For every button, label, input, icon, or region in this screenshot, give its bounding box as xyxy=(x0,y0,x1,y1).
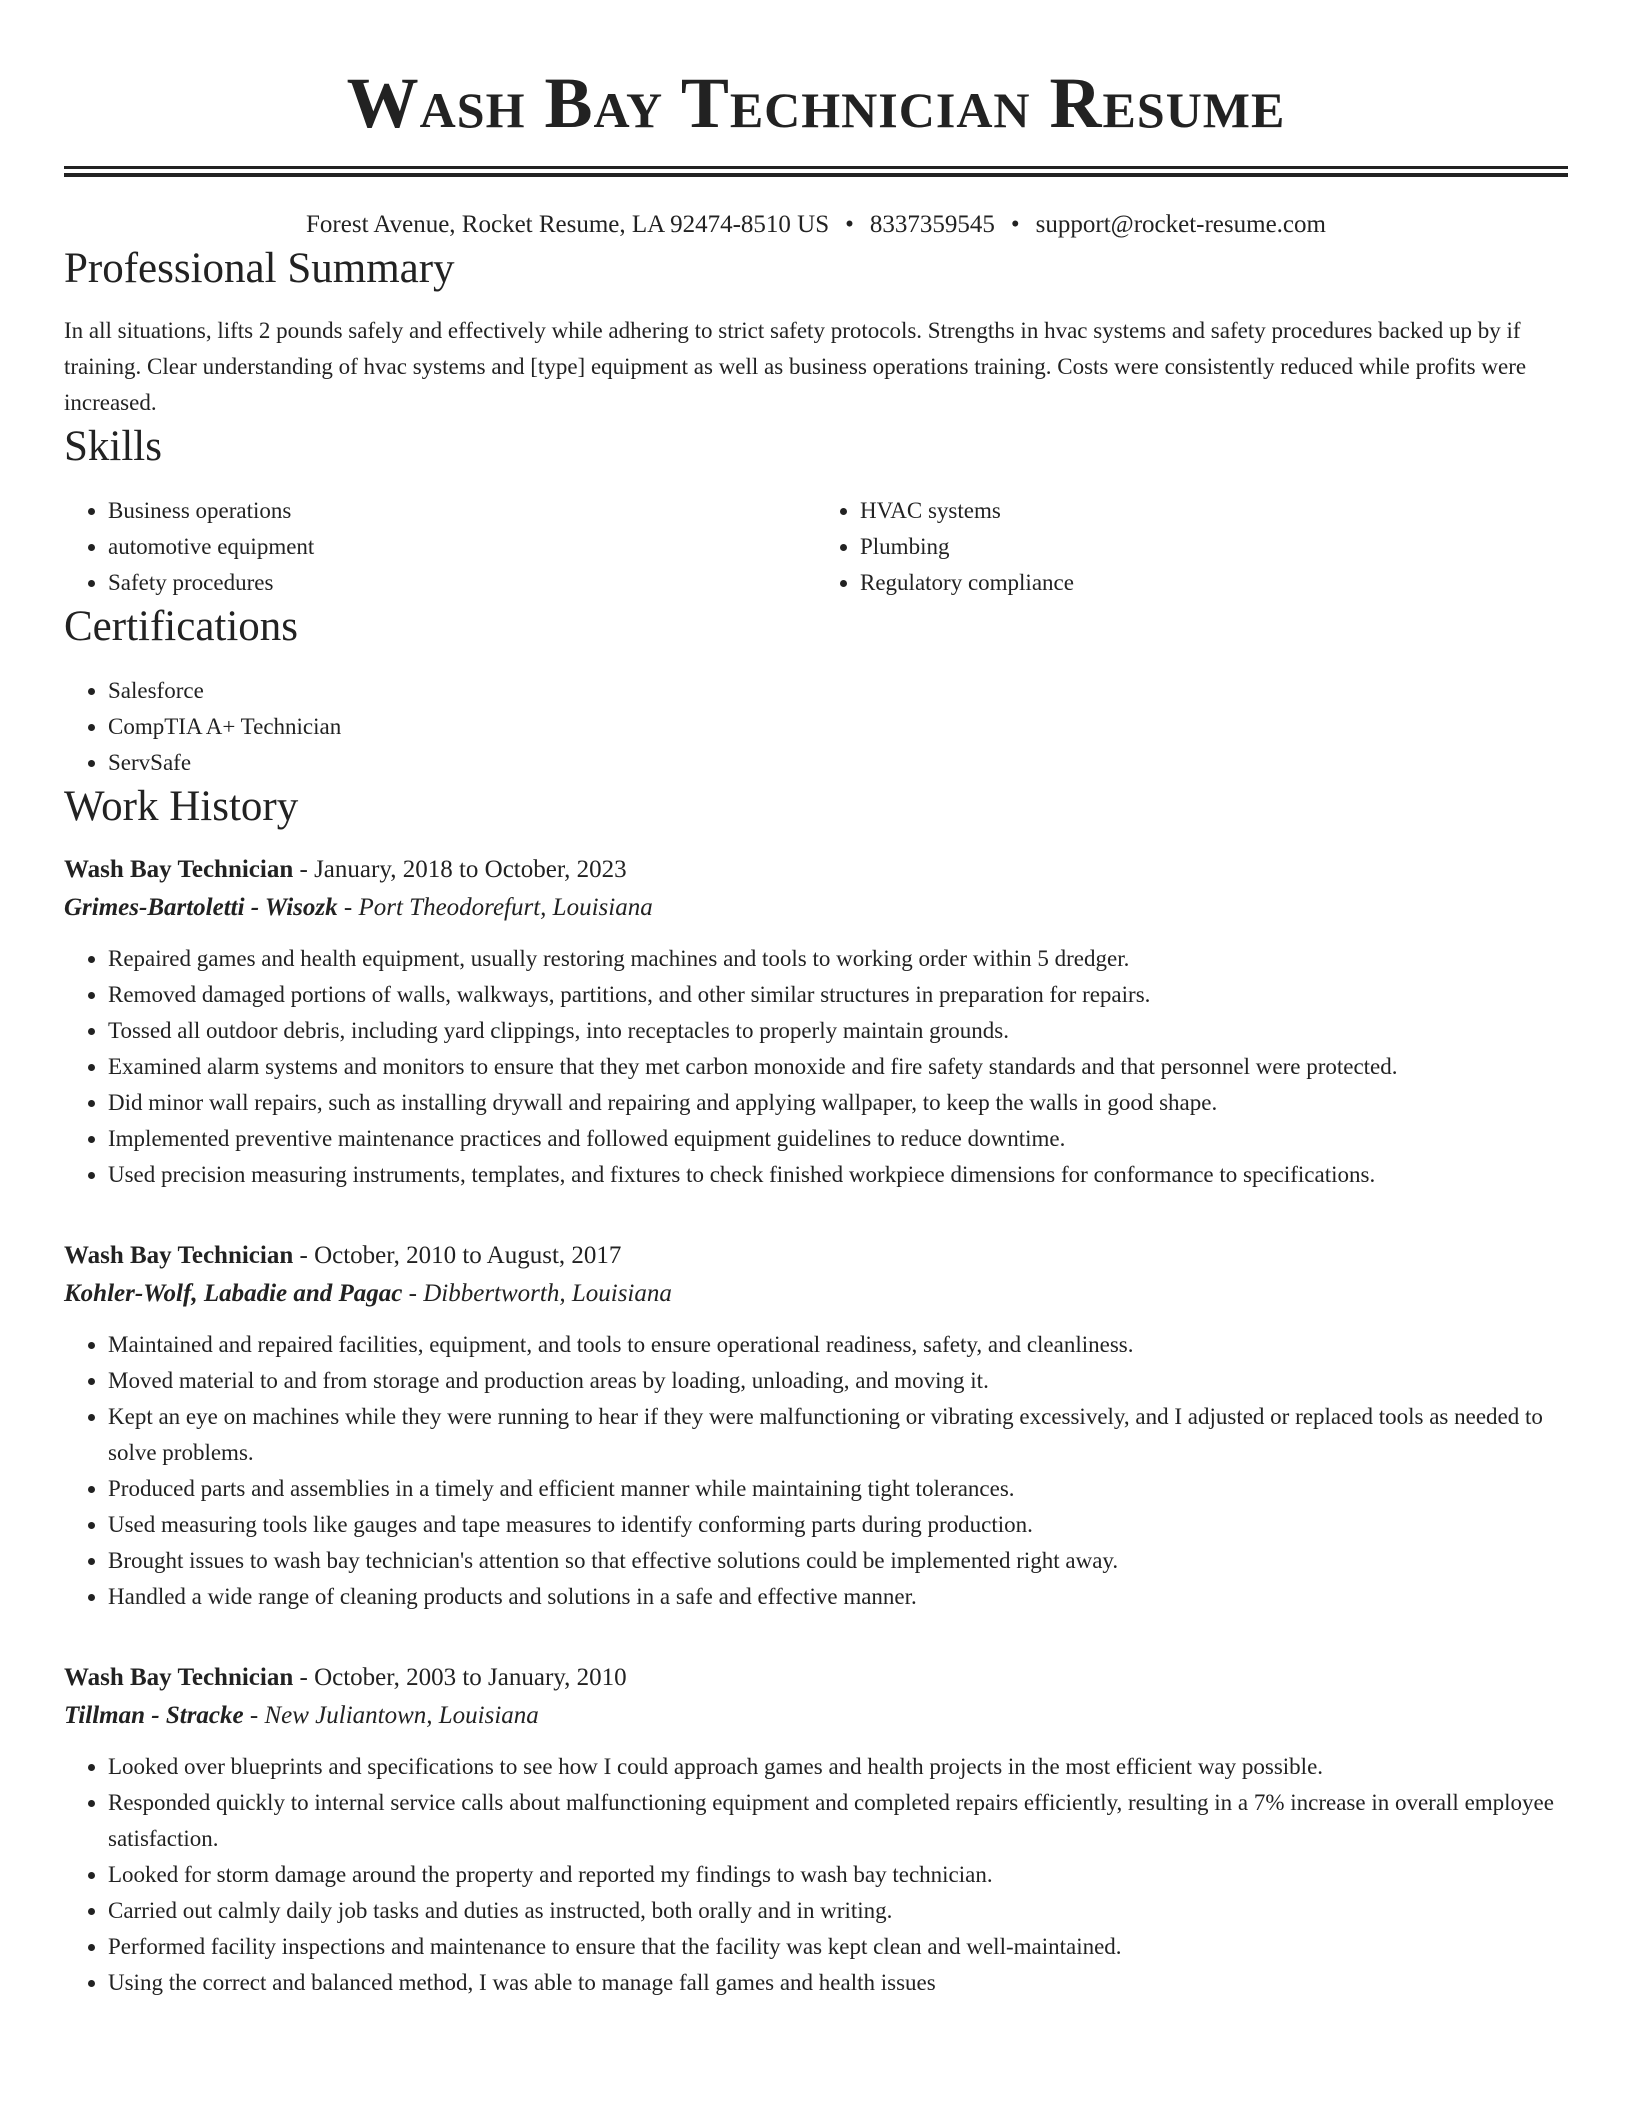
job-duty: • Moved material to and from storage and production areas by loading, unloading, and moving it. xyxy=(108,1363,1568,1399)
job-title: Wash Bay Technician xyxy=(64,1664,294,1691)
job-duty: • Kept an eye on machines while they were running to hear if they were malfunctioning or vibrating excessively, and I adjusted or replaced tools as needed to solve problems. xyxy=(108,1399,1568,1471)
job-entry xyxy=(64,1237,1568,1615)
certification-item: • Salesforce xyxy=(108,673,1568,709)
job-location: - New Juliantown, Louisiana xyxy=(243,1702,539,1729)
certification-item: • CompTIA A+ Technician xyxy=(108,709,1568,745)
title-divider xyxy=(64,166,1568,177)
job-duty: • Used measuring tools like gauges and tape measures to identify conforming parts during production. xyxy=(108,1507,1568,1543)
job-company: Kohler-Wolf, Labadie and Pagac xyxy=(64,1280,403,1307)
job-duty: • Examined alarm systems and monitors to ensure that they met carbon monoxide and fire safety standards and that personnel were protected. xyxy=(108,1049,1568,1085)
skills-heading: Skills xyxy=(64,423,162,470)
certifications-heading: Certifications xyxy=(64,603,299,650)
skill-item: • HVAC systems xyxy=(860,493,1568,529)
contact-email: support@rocket-resume.com xyxy=(1035,211,1326,238)
job-duty: • Performed facility inspections and maintenance to ensure that the facility was kept clean and well-maintained. xyxy=(108,1929,1568,1965)
skill-item: • Regulatory compliance xyxy=(860,565,1568,601)
skill-item: • Safety procedures xyxy=(108,565,816,601)
job-duty: • Removed damaged portions of walls, walkways, partitions, and other similar structures in preparation for repairs. xyxy=(108,977,1568,1013)
job-company: Grimes-Bartoletti - Wisozk xyxy=(64,894,338,921)
work-history-heading: Work History xyxy=(64,783,299,830)
job-title: Wash Bay Technician xyxy=(64,856,294,883)
page-title: Wash Bay Technician Resume xyxy=(346,63,1286,143)
job-title-line xyxy=(64,1237,1568,1275)
job-dates: - January, 2018 to October, 2023 xyxy=(293,856,627,883)
skill-item: • automotive equipment xyxy=(108,529,816,565)
summary-text: In all situations, lifts 2 pounds safely and effectively while adhering to strict safety protocols. Strengths in hvac systems and safety procedures backed up by if training. Clear understanding of hvac systems and [type] equipment as well as business operations training. Costs were consistently reduced while profits were increased. xyxy=(64,318,1527,415)
job-duty: • Brought issues to wash bay technician's attention so that effective solutions could be implemented right away. xyxy=(108,1543,1568,1579)
job-entry xyxy=(64,851,1568,1193)
job-duties-list xyxy=(64,1749,1568,2001)
summary-heading: Professional Summary xyxy=(64,245,455,292)
contact-address: Forest Avenue, Rocket Resume, LA 92474-8510 US xyxy=(306,211,830,238)
job-dates: - October, 2010 to August, 2017 xyxy=(293,1242,622,1269)
job-company: Tillman - Stracke xyxy=(64,1702,244,1729)
job-duty: • Tossed all outdoor debris, including yard clippings, into receptacles to properly maintain grounds. xyxy=(108,1013,1568,1049)
skills-column-right xyxy=(816,493,1568,601)
contact-phone: 8337359545 xyxy=(869,211,995,238)
job-duties-list xyxy=(64,941,1568,1193)
job-duty: • Responded quickly to internal service calls about malfunctioning equipment and completed repairs efficiently, resulting in a 7% increase in overall employee satisfaction. xyxy=(108,1785,1568,1857)
job-duties-list xyxy=(64,1327,1568,1615)
job-duty: • Looked for storm damage around the property and reported my findings to wash bay technician. xyxy=(108,1857,1568,1893)
job-duty: • Handled a wide range of cleaning products and solutions in a safe and effective manner. xyxy=(108,1579,1568,1615)
job-dates: - October, 2003 to January, 2010 xyxy=(293,1664,627,1691)
job-duty: • Repaired games and health equipment, usually restoring machines and tools to working order within 5 dredger. xyxy=(108,941,1568,977)
skill-item: • Plumbing xyxy=(860,529,1568,565)
job-title-line xyxy=(64,851,1568,889)
skills-column-left xyxy=(64,493,816,601)
job-title-line xyxy=(64,1659,1568,1697)
job-duty: • Implemented preventive maintenance practices and followed equipment guidelines to reduce downtime. xyxy=(108,1121,1568,1157)
certifications-list xyxy=(64,673,1568,781)
job-location: - Port Theodorefurt, Louisiana xyxy=(337,894,653,921)
job-entry xyxy=(64,1659,1568,2001)
contact-line xyxy=(64,207,1568,243)
job-company-line xyxy=(64,889,1568,927)
job-duty: • Looked over blueprints and specifications to see how I could approach games and health projects in the most efficient way possible. xyxy=(108,1749,1568,1785)
job-duty: • Using the correct and balanced method, I was able to manage fall games and health issues xyxy=(108,1965,1568,2001)
job-duty: • Produced parts and assemblies in a timely and efficient manner while maintaining tight tolerances. xyxy=(108,1471,1568,1507)
certification-item: • ServSafe xyxy=(108,745,1568,781)
job-company-line xyxy=(64,1275,1568,1313)
job-duty: • Used precision measuring instruments, templates, and fixtures to check finished workpiece dimensions for conformance to specifications. xyxy=(108,1157,1568,1193)
skill-item: • Business operations xyxy=(108,493,816,529)
job-location: - Dibbertworth, Louisiana xyxy=(402,1280,672,1307)
job-duty: • Maintained and repaired facilities, equipment, and tools to ensure operational readiness, safety, and cleanliness. xyxy=(108,1327,1568,1363)
job-duty: • Carried out calmly daily job tasks and duties as instructed, both orally and in writing. xyxy=(108,1893,1568,1929)
job-company-line xyxy=(64,1697,1568,1735)
skills-list xyxy=(64,493,1568,601)
job-duty: • Did minor wall repairs, such as installing drywall and repairing and applying wallpaper, to keep the walls in good shape. xyxy=(108,1085,1568,1121)
job-title: Wash Bay Technician xyxy=(64,1242,294,1269)
contact-separator: • xyxy=(1010,211,1020,238)
contact-separator: • xyxy=(845,211,854,238)
